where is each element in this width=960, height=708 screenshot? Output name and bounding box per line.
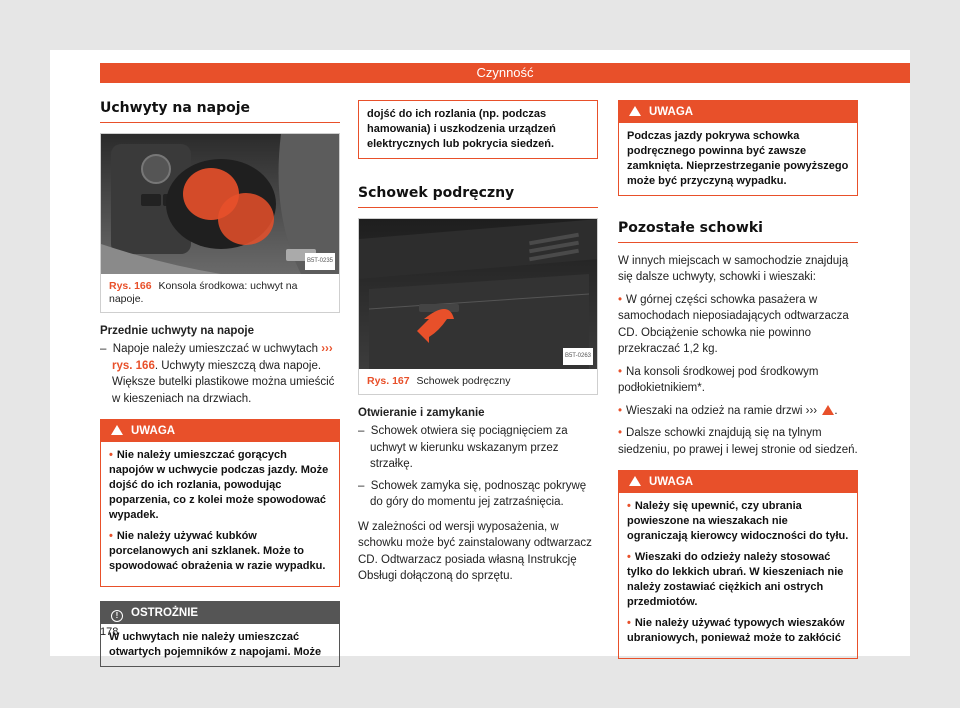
glovebox-illustration <box>359 219 597 369</box>
figure-number: Rys. 166 <box>109 279 152 292</box>
list-item-text: Dalsze schowki znajdują się na tylnym siedzeniu, po prawej i lewej stronie od siedzeń. <box>618 427 858 456</box>
glovebox-photo <box>359 219 597 369</box>
bullet-icon: • <box>618 365 623 378</box>
bullet-icon: • <box>109 449 113 461</box>
section-title-cup-holders: Uchwyty na napoje <box>100 100 340 123</box>
caution-body: W uchwytach nie należy umieszczać otwartych pojemników z napojami. Może <box>109 631 322 658</box>
warning-box <box>618 470 858 659</box>
figure-code: B5T-0235 <box>305 253 335 270</box>
column-2 <box>358 100 598 591</box>
section-title-other-storage: Pozostałe schowki <box>618 220 858 243</box>
figure-166 <box>100 133 340 313</box>
warning-box <box>618 100 858 196</box>
warning-header <box>619 101 857 123</box>
warning-body <box>619 493 857 658</box>
warning-icon <box>629 476 641 486</box>
warning-body: Podczas jazdy pokrywa schowka podręcznego powinna być zawsze zamknięta. Nieprzestrzeganie powyższego może być przyczyną wypadku. <box>627 130 849 187</box>
caution-box <box>100 601 340 667</box>
bullet-icon: • <box>618 427 623 439</box>
paragraph: W zależności od wersji wyposażenia, w schowku może być zainstalowany odtwarzacz CD. Odtwarzacz posiada własną Instrukcję Obsługi dołączoną do sprzętu. <box>358 520 592 582</box>
bullet-icon: • <box>627 551 631 563</box>
warning-label: UWAGA <box>131 425 176 437</box>
list-item-text: W górnej części schowka pasażera w samochodach nieposiadających odtwarzacza CD. Obciążenie schowka nie powinno przekraczać 1,2 kg. <box>618 293 849 355</box>
warning-label: UWAGA <box>649 106 694 118</box>
list-item: • Wieszaki na odzież na ramie drzwi ››› . <box>618 404 838 417</box>
warning-item-text: Nie należy umieszczać gorących napojów w uchwycie podczas jazdy. Może dojść do ich rozlania, powodując poparzenia, co z kolei może spowodować wypadek. <box>109 449 329 521</box>
dash-item: – Schowek zamyka się, podnosząc pokrywę do góry do momentu jej zatrzaśnięcia. <box>358 479 587 508</box>
column-3 <box>618 100 858 659</box>
warning-ref-icon[interactable] <box>822 405 834 415</box>
bullet-icon: • <box>627 500 631 512</box>
warning-item-text: Nie należy używać kubków porcelanowych ani szklanek. Może to spowodować obrażenia w razie wypadku. <box>109 530 326 572</box>
figure-link[interactable]: ››› rys. 166 <box>112 343 333 372</box>
dash-text: Napoje należy umieszczać w uchwytach <box>112 343 318 355</box>
warning-icon <box>111 425 123 435</box>
dash-item: – Napoje należy umieszczać w uchwytach ››› rys. 166. Uchwyty mieszczą dwa napoje. Większe butelki plastikowe można umieścić w kieszeniach na drzwiach. <box>100 343 335 405</box>
cup-holder-illustration <box>101 134 339 274</box>
warning-item <box>627 550 849 610</box>
subheading: Przednie uchwyty na napoje <box>100 324 255 337</box>
manual-page <box>50 50 910 656</box>
page-number: 178 <box>100 626 119 638</box>
caution-label: OSTROŻNIE <box>131 607 199 619</box>
figure-caption <box>359 369 597 394</box>
list-item <box>618 425 858 458</box>
dash-text-end: . Uchwyty mieszczą dwa napoje. Większe butelki plastikowe można umieścić w kieszeniach na drzwiach. <box>112 359 335 405</box>
bullet-icon: • <box>618 293 623 306</box>
bullet-icon: • <box>627 617 631 629</box>
warning-item <box>627 499 849 544</box>
warning-item-text: Wieszaki do odzieży należy stosować tylko do lekkich ubrań. W kieszeniach nie należy zostawiać ciężkich ani ostrych przedmiotów. <box>627 551 844 608</box>
dash-text: Schowek zamyka się, podnosząc pokrywę do góry do momentu jej zatrzaśnięcia. <box>370 479 587 508</box>
warning-item-text: Należy się upewnić, czy ubrania powieszone na wieszakach nie ograniczają kierowcy widoczności do tyłu. <box>627 500 849 542</box>
figure-code: B5T-0263 <box>563 348 593 365</box>
figure-167 <box>358 218 598 395</box>
warning-header <box>101 420 339 442</box>
warning-item <box>109 448 331 523</box>
warning-label: UWAGA <box>649 476 694 488</box>
section-header: Czynność <box>100 63 910 83</box>
dash-text: Schowek otwiera się pociągnięciem za uchwyt w kierunku wskazanym przez strzałkę. <box>370 425 568 470</box>
column-1 <box>100 100 340 667</box>
warning-icon <box>629 106 641 116</box>
bullet-icon: • <box>109 530 113 542</box>
warning-box <box>100 419 340 587</box>
info-circle-icon: ! <box>111 610 123 622</box>
list-item-text: Na konsoli środkowej pod środkowym podłokietnikiem*. <box>618 365 819 394</box>
section-title-glovebox: Schowek podręczny <box>358 185 598 208</box>
bullet-icon: • <box>618 404 623 417</box>
subheading: Otwieranie i zamykanie <box>358 406 485 419</box>
list-item-text: Wieszaki na odzież na ramie drzwi ››› <box>626 404 818 417</box>
list-item <box>618 292 858 358</box>
figure-caption-text: Konsola środkowa: uchwyt na napoje. <box>109 279 298 305</box>
warning-item-text: Nie należy używać typowych wieszaków ubraniowych, ponieważ może to zakłócić <box>627 617 845 644</box>
figure-number: Rys. 167 <box>367 374 410 387</box>
caution-continued-box <box>358 100 598 159</box>
list-item <box>618 364 858 397</box>
warning-item <box>109 529 331 574</box>
figure-caption <box>101 274 339 312</box>
warning-header <box>619 471 857 493</box>
warning-body <box>101 442 339 586</box>
caution-header <box>101 602 339 624</box>
dash-item: – Schowek otwiera się pociągnięciem za uchwyt w kierunku wskazanym przez strzałkę. <box>358 425 568 470</box>
caution-continued-text: dojść do ich rozlania (np. podczas hamowania) i uszkodzenia urządzeń elektrycznych lub pokrycia siedzeń. <box>367 108 556 150</box>
warning-item <box>627 616 849 646</box>
figure-caption-text: Schowek podręczny <box>416 374 511 387</box>
intro-paragraph: W innych miejscach w samochodzie znajdują się dalsze uchwyty, schowki i wieszaki: <box>618 254 849 283</box>
cup-holder-photo <box>101 134 339 274</box>
